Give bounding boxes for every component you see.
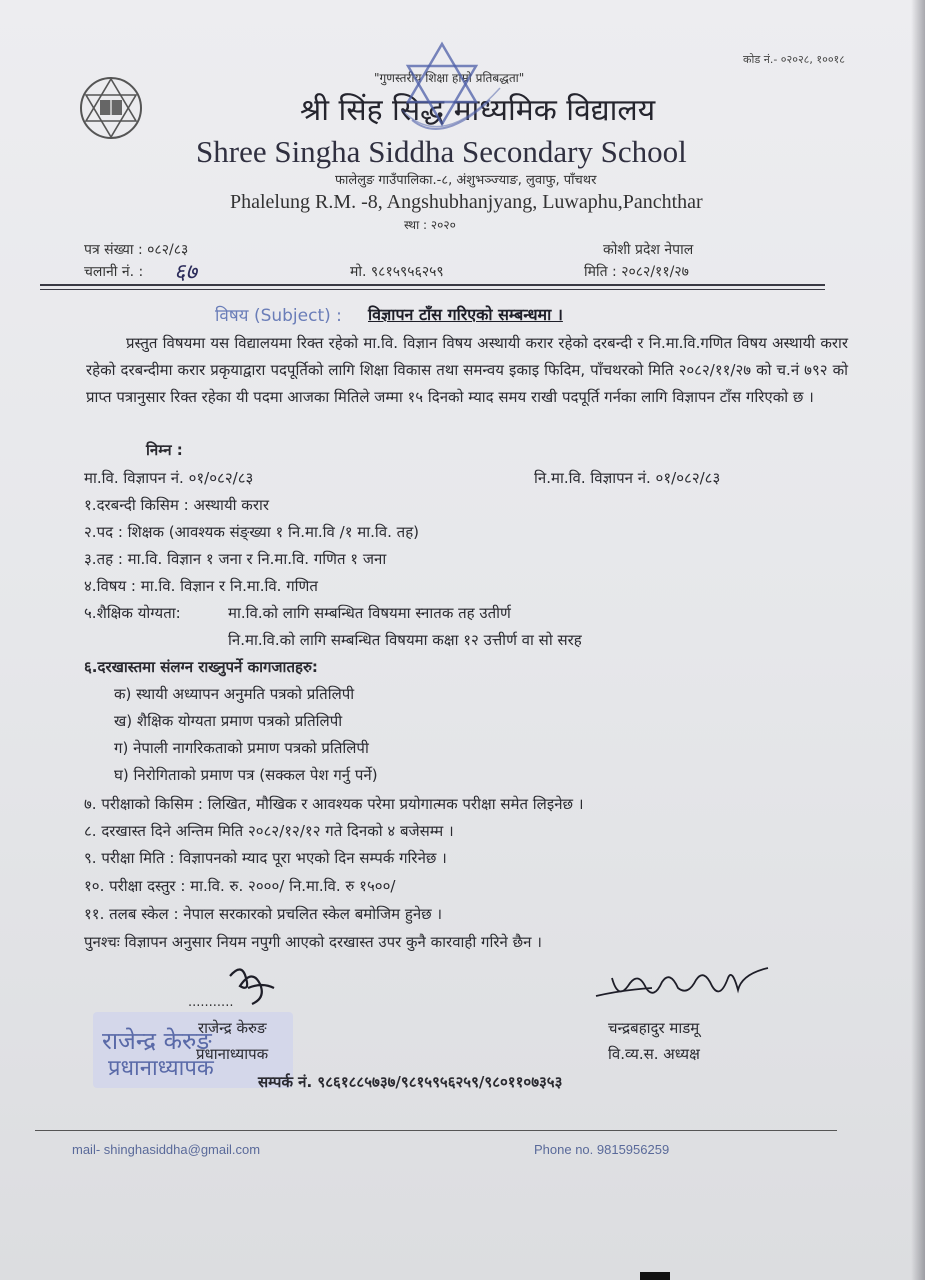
subject-label: विषय (Subject) : — [215, 306, 342, 326]
mobile-number: मो. ९८१५९५६२५९ — [350, 264, 444, 280]
documents-heading: ६.दरखास्तमा संलग्न राख्नुपर्ने कागजातहरु: — [84, 658, 318, 676]
qualification-mavi: मा.वि.को लागि सम्बन्धित विषयमा स्नातक तह उतीर्ण — [228, 604, 511, 622]
list-item: ७. परीक्षाको किसिम : लिखित, मौखिक र आवश्यक परेमा प्रयोगात्मक परीक्षा समेत लिइनेछ । — [84, 795, 584, 813]
scan-edge-mark — [640, 1272, 670, 1280]
document-item: घ) निरोगिताको प्रमाण पत्र (सक्कल पेश गर्नु पर्ने) — [114, 766, 378, 784]
list-item: १.दरबन्दी किसिम : अस्थायी करार — [84, 496, 269, 514]
footer-divider — [35, 1130, 837, 1131]
footer-email: mail- shinghasiddha@gmail.com — [72, 1142, 261, 1157]
chairperson-title: वि.व्य.स. अध्यक्ष — [608, 1045, 700, 1063]
postscript: पुनश्चः विज्ञापन अनुसार नियम नपुगी आएको दरखास्त उपर कुनै कारवाही गरिने छैन । — [84, 933, 542, 951]
nimna-heading: निम्न : — [146, 441, 183, 459]
school-logo-icon — [78, 63, 144, 153]
contact-numbers: सम्पर्क नं. ९८६१८८५७३७/९८१५९५६२५९/९८०११०७३५३ — [258, 1073, 563, 1091]
province: कोशी प्रदेश नेपाल — [603, 242, 694, 258]
list-item: ४.विषय : मा.वि. विज्ञान र नि.मा.वि. गणित — [84, 577, 318, 595]
headteacher-name: राजेन्द्र केरुङ — [198, 1019, 267, 1037]
stamp-title: प्रधानाध्यापक — [108, 1056, 214, 1081]
dispatch-number: ६७ — [174, 260, 197, 285]
stamp-name: राजेन्द्र केरुङ — [102, 1027, 212, 1055]
ad-number-nimavi: नि.मा.वि. विज्ञापन नं. ०१/०८२/८३ — [534, 469, 721, 487]
list-item: २.पद : शिक्षक (आवश्यक संङ्ख्या १ नि.मा.वि /१ मा.वि. तह) — [84, 523, 420, 541]
qualification-label: ५.शैक्षिक योग्यता: — [84, 604, 181, 622]
headteacher-title: प्रधानाध्यापक — [196, 1045, 269, 1063]
list-item: ११. तलब स्केल : नेपाल सरकारको प्रचलित स्केल बमोजिम हुनेछ । — [84, 905, 443, 923]
subject-text: विज्ञापन टाँस गरिएको सम्बन्धमा । — [368, 305, 563, 324]
signature-dots: ........... — [188, 995, 234, 1010]
header-divider — [40, 284, 825, 286]
school-name-nepali: श्री सिंह सिद्ध माध्यमिक विद्यालय — [300, 93, 656, 128]
letter-date: मिति : २०८२/११/२७ — [584, 264, 689, 280]
address-english: Phalelung R.M. -8, Angshubhanjyang, Luwaphu,Panchthar — [230, 191, 703, 213]
list-item: ९. परीक्षा मिति : विज्ञापनको म्याद पूरा भएको दिन सम्पर्क गरिनेछ । — [84, 849, 447, 867]
school-motto: "गुणस्तरीय शिक्षा हाम्रो प्रतिबद्धता" — [374, 71, 525, 85]
school-stamp-icon — [372, 40, 512, 155]
letter-number: पत्र संख्या : ०८२/८३ — [84, 242, 189, 258]
document-item: क) स्थायी अध्यापन अनुमति पत्रको प्रतिलिपी — [114, 685, 355, 703]
address-nepali: फालेलुङ गाउँपालिका.-८, अंशुभञ्ज्याङ, लुवाफु, पाँचथर — [335, 173, 597, 188]
chairperson-signature-icon — [592, 960, 772, 1008]
header-divider-thin — [40, 289, 825, 290]
established-year: स्था : २०२० — [404, 218, 456, 232]
qualification-nimavi: नि.मा.वि.को लागि सम्बन्धित विषयमा कक्षा १२ उत्तीर्ण वा सो सरह — [228, 631, 582, 649]
dispatch-label: चलानी नं. : — [84, 264, 144, 280]
body-paragraph: प्रस्तुत विषयमा यस विद्यालयमा रिक्त रहेको मा.वि. विज्ञान विषय अस्थायी करार रहेको दरबन्दी र नि.मा.वि.गणित विषय अस्थायी करार रहेको दरबन्दीमा करार प्रकृयाद्वारा पदपूर्तिको लागि शिक्षा विकास तथा समन्वय इकाइ फिदिम, पाँचथरको मिति २०८२/११/२७ को च.नं ७९२ को प्राप्त पत्रानुसार रिक्त रहेका यी पदमा आजका मितिले जम्मा १५ दिनको म्याद समय राखी पदपूर्ति गर्नका लागि विज्ञापन टाँस गरिएको छ । — [86, 334, 848, 406]
ad-number-mavi: मा.वि. विज्ञापन नं. ०१/०८२/८३ — [84, 469, 254, 487]
school-name-english: Shree Singha Siddha Secondary School — [196, 134, 687, 169]
list-item: ८. दरखास्त दिने अन्तिम मिति २०८२/१२/१२ गते दिनको ४ बजेसम्म । — [84, 822, 454, 840]
document-item: ग) नेपाली नागरिकताको प्रमाण पत्रको प्रतिलिपी — [114, 739, 369, 757]
document-item: ख) शैक्षिक योग्यता प्रमाण पत्रको प्रतिलिपी — [114, 712, 343, 730]
footer-phone: Phone no. 9815956259 — [534, 1142, 670, 1157]
list-item: १०. परीक्षा दस्तुर : मा.वि. रु. २०००/ नि.मा.वि. रु १५००/ — [84, 877, 396, 895]
chairperson-name: चन्द्रबहादुर माडमू — [608, 1019, 700, 1037]
list-item: ३.तह : मा.वि. विज्ञान १ जना र नि.मा.वि. गणित १ जना — [84, 550, 387, 568]
school-code: कोड नं.- ०२०२८, १००१८ — [743, 53, 845, 66]
